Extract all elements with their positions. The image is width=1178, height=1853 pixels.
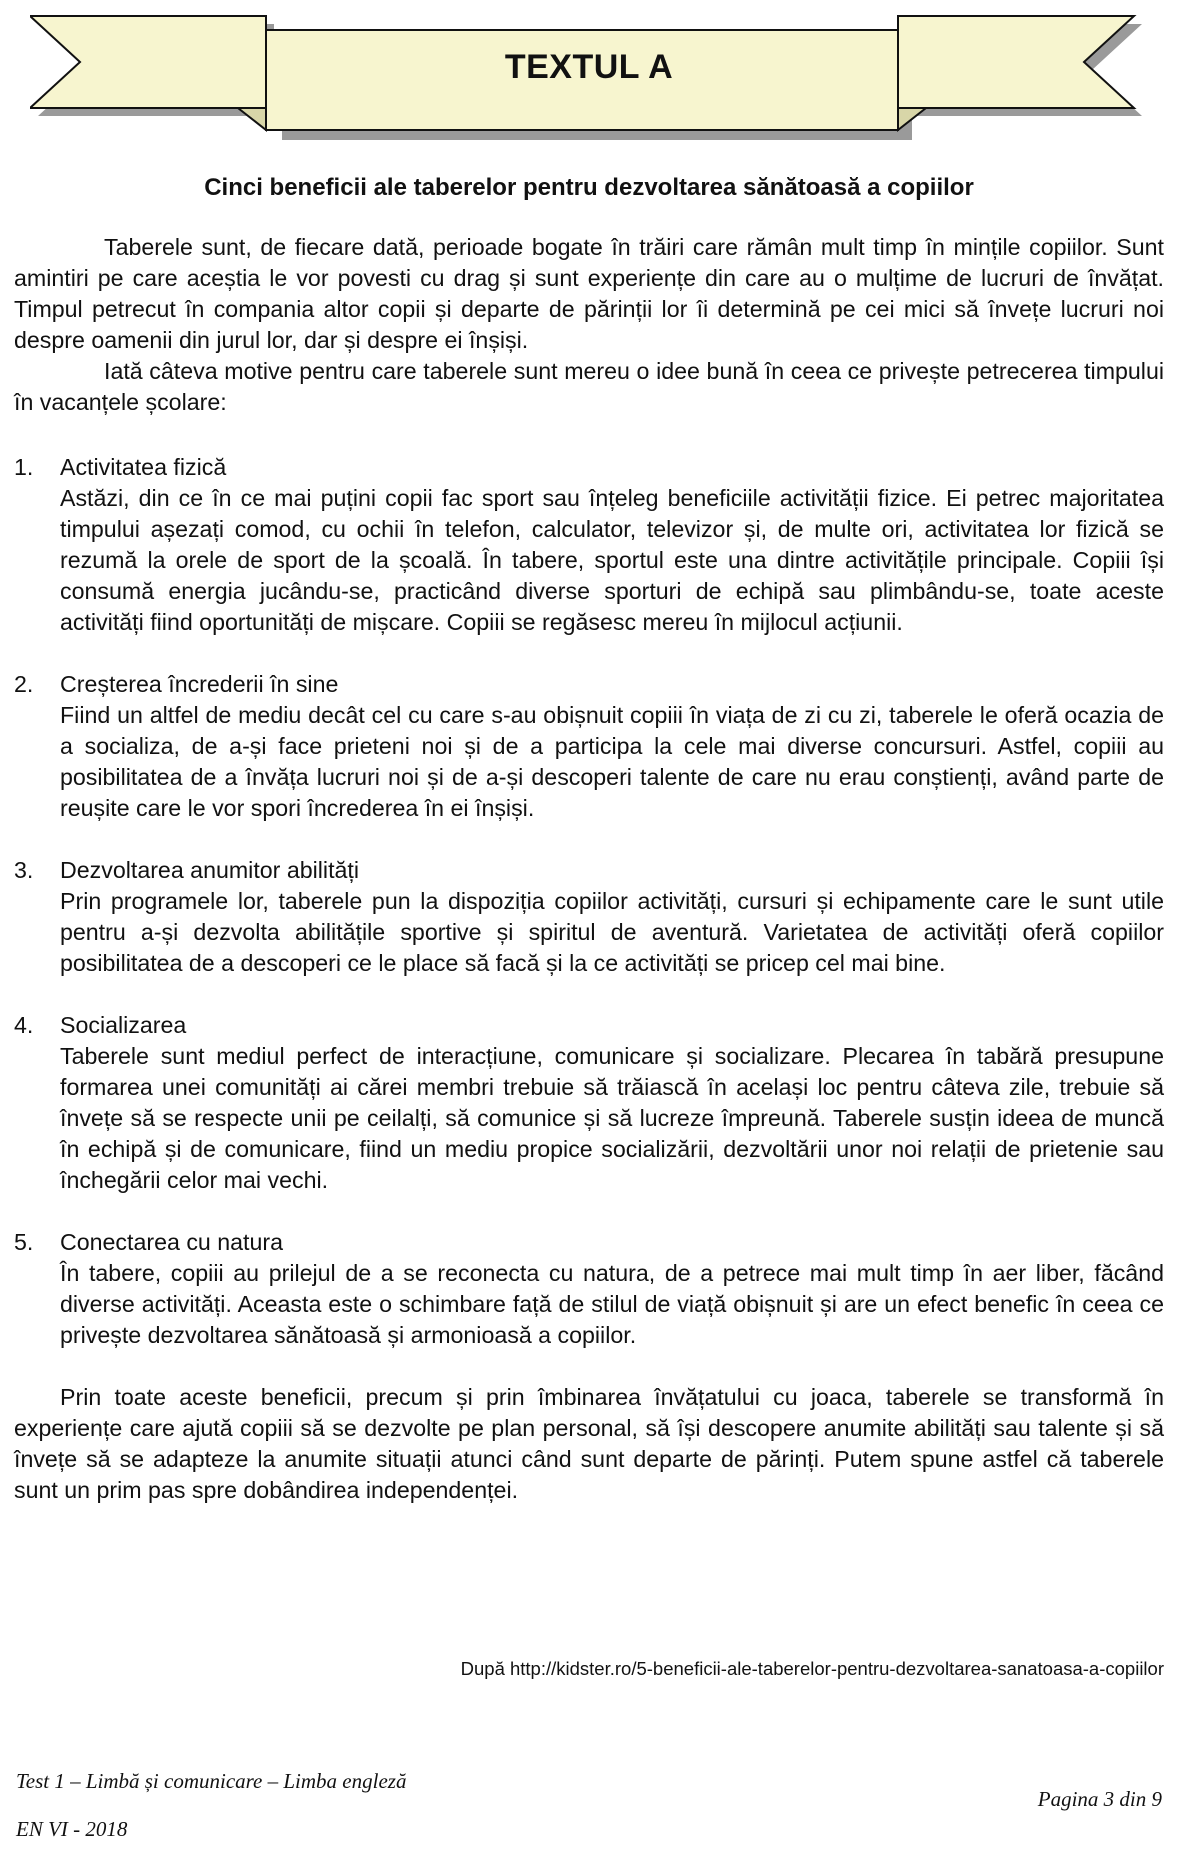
- section-heading-text: Socializarea: [60, 1012, 187, 1038]
- footer-left: [16, 1757, 406, 1853]
- section-number: 5.: [14, 1229, 34, 1255]
- section-5: [14, 1227, 1164, 1351]
- section-number: 1.: [14, 454, 34, 480]
- section-heading-text: Conectarea cu natura: [60, 1229, 283, 1255]
- section-body: În tabere, copiii au prilejul de a se reconecta cu natura, de a petrece mai mult timp în aer liber, făcând diverse activități. Aceasta este o schimbare față de stilul de viață obișnuit și are un efect benefic în ceea ce privește dezvoltarea sănătoasă și armonioasă a copiilor.: [60, 1260, 1164, 1348]
- article-body: [14, 232, 1164, 1506]
- section-number: 2.: [14, 671, 34, 697]
- section-body: Taberele sunt mediul perfect de interacțiune, comunicare și socializare. Plecarea în tabără presupune formarea unei comunități ai cărei membri trebuie să trăiască în același loc pentru câteva zile, trebuie să învețe să se respecte unii pe ceilalți, să comunice și să lucreze împreună. Taberele susțin ideea de muncă în echipă și de comunicare, fiind un mediu propice socializării, dezvoltării unor noi relații de prietenie sau închegării celor mai vechi.: [60, 1043, 1164, 1193]
- section-heading: [14, 1010, 1164, 1041]
- section-2: [14, 669, 1164, 824]
- page-number: Pagina 3 din 9: [1037, 1787, 1162, 1811]
- section-heading: [14, 1227, 1164, 1258]
- section-1: [14, 452, 1164, 638]
- footer-exam-code: EN VI - 2018: [16, 1817, 128, 1841]
- section-number: 4.: [14, 1012, 34, 1038]
- conclusion-paragraph: Prin toate aceste beneficii, precum și prin îmbinarea învățatului cu joaca, taberele se transformă în experiențe care ajută copiii să se dezvolte pe plan personal, să își descopere anumite abilități sau talente și să învețe să se adapteze la anumite situații atunci când sunt departe de părinți. Putem spune astfel că taberele sunt un prim pas spre dobândirea independenței.: [14, 1384, 1164, 1503]
- section-heading-text: Creșterea încrederii în sine: [60, 671, 339, 697]
- section-heading: [14, 452, 1164, 483]
- section-4: [14, 1010, 1164, 1196]
- intro-paragraph-2: Iată câteva motive pentru care taberele sunt mereu o idee bună în ceea ce privește petrecerea timpului în vacanțele școlare:: [14, 358, 1164, 415]
- section-heading-text: Activitatea fizică: [60, 454, 227, 480]
- section-heading: [14, 855, 1164, 886]
- title-banner: [30, 10, 1148, 150]
- document-title: Cinci beneficii ale taberelor pentru dezvoltarea sănătoasă a copiilor: [204, 174, 974, 201]
- section-3: [14, 855, 1164, 979]
- banner-title: TEXTUL A: [504, 48, 674, 86]
- section-body: Fiind un altfel de mediu decât cel cu care s-au obișnuit copiii în viața de zi cu zi, taberele le oferă ocazia de a socializa, de a-și face prieteni noi și de a participa la cele mai diverse concursuri. Astfel, copiii au posibilitatea de a învăța lucruri noi și de a-și descoperi talente de care nu erau conștienți, având parte de reușite care le vor spori încrederea în ei înșiși.: [60, 702, 1164, 821]
- section-body: Prin programele lor, taberele pun la dispoziția copiilor activități, cursuri și echipamente care le sunt utile pentru a-și dezvolta abilitățile sportive și spiritul de aventură. Varietatea de activități oferă copiilor posibilitatea de a descoperi ce le place să facă și la ce activități se pricep cel mai bine.: [60, 888, 1164, 976]
- source-citation: După http://kidster.ro/5-beneficii-ale-taberelor-pentru-dezvoltarea-sanatoasa-a-copiilor: [460, 1658, 1164, 1679]
- section-heading-text: Dezvoltarea anumitor abilități: [60, 857, 360, 883]
- intro-paragraph-1: Taberele sunt, de fiecare dată, perioade bogate în trăiri care rămân mult timp în mințile copiilor. Sunt amintiri pe care aceștia le vor povesti cu drag și sunt experiențe din care au o mulțime de lucruri de învățat. Timpul petrecut în compania altor copii și departe de părinții lor îi determină pe cei mici să învețe lucruri noi despre oamenii din jurul lor, dar și despre ei înșiși.: [14, 234, 1164, 353]
- section-number: 3.: [14, 857, 34, 883]
- section-heading: [14, 669, 1164, 700]
- section-body: Astăzi, din ce în ce mai puțini copii fac sport sau înțeleg beneficiile activității fizice. Ei petrec majoritatea timpului așezați comod, cu ochii în telefon, calculator, televizor și, de multe ori, activitatea lor fizică se rezumă la orele de sport de la școală. În tabere, sportul este una dintre activitățile principale. Copiii își consumă energia jucându-se, practicând diverse sporturi de echipă sau plimbându-se, toate aceste activități fiind oportunități de mișcare. Copiii se regăsesc mereu în mijlocul acțiunii.: [60, 485, 1164, 635]
- footer-test-line: Test 1 – Limbă și comunicare – Limba engleză: [16, 1769, 407, 1793]
